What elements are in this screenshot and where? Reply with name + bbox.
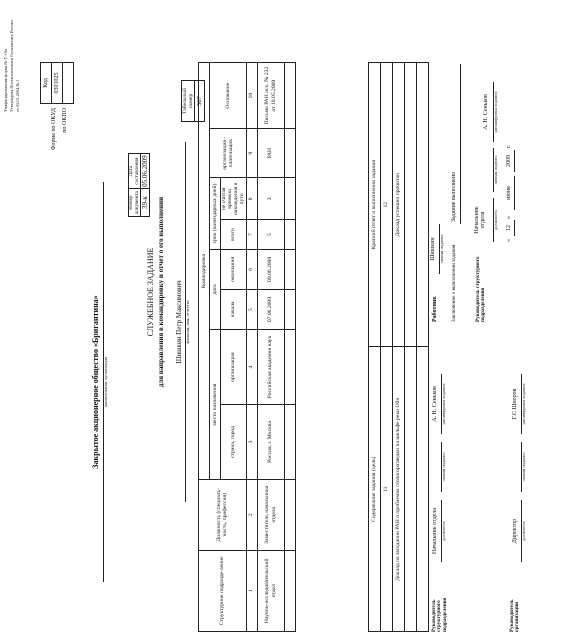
empty-cell [284,479,295,550]
code-box [40,62,74,104]
caption-signature: личная подпись [441,452,446,482]
row-position: Заместитель начальника отдела [257,479,284,550]
doc-number: 39-к [141,189,150,217]
col-position-header: Должность (специаль-ность, профессия) [199,479,247,550]
conclusion-text: Задание выполнено [451,171,457,222]
conclusion-label: Заключение о выполнении задания [451,244,457,322]
unified-form-line2: Утверждена Постановлением Госкомстата России [9,20,14,112]
empty-cell [417,63,429,347]
row-org: Российская академия наук [257,330,284,405]
dept-head2-label: Руководитель структурного подразделения [475,256,487,322]
document-title: СЛУЖЕБНОЕ ЗАДАНИЕ [146,247,155,337]
empty-cell [405,63,417,347]
employee-name: Шишкин Петр Максимович [175,280,183,364]
empty-cell [284,63,295,129]
task-report-text: Доклад успешно прочитан [393,63,405,347]
task-report-header: Краткий отчет о выполнении задания [369,63,381,347]
col-start-header: начала [221,289,247,329]
row-basis: Письмо РАН исх. № 232 от 18.05.2009 [257,63,284,129]
doc-date-header: Дата составления [129,154,141,189]
col-dept-header: Структурное подразде-ление [199,550,247,631]
dept-head2-position: Начальник отдела [474,206,487,234]
empty-cell [284,249,295,289]
caption-position: должность [493,210,498,230]
date-open-quote: « [506,239,512,242]
empty-cell [284,405,295,480]
code-label: Код [41,63,52,104]
document-subtitle: для направления в командировку и отчет о его выполнении [157,196,165,388]
caption-signature: личная подпись [521,452,526,482]
worker-signature: Шишкин [430,237,436,261]
worker-label: Работник [432,296,438,322]
task-content-number: 11 [381,347,393,632]
row-dept: Научно-исследовательский отдел [257,550,284,631]
col-date-header: дата [210,249,221,329]
dept-head-name: А. Н. Сеньков [432,386,438,422]
empty-cell [284,129,295,178]
okud-value: 0301025 [52,63,63,104]
row-payer: РАН [257,129,284,178]
task-report-table [368,62,429,632]
row-country-city: Россия, г. Москва [257,405,284,480]
col-number: 7 [246,220,257,249]
col-number: 6 [246,249,257,289]
task-content-text: Доклад на заседании РАН о проблемах геологоразведки на шельфе реки Оби [393,347,405,632]
col-number: 4 [246,330,257,405]
col-number: 8 [246,178,257,220]
okud-label: Форма по ОКУД [51,108,57,151]
empty-cell [284,550,295,631]
date-year: 2009 [506,155,512,167]
col-trip-header: Командировка [199,63,210,480]
caption-decoding: расшифровка подписи [521,383,526,425]
caption-signature: личная подпись [493,155,498,185]
col-payer-header: организация - плательщик [210,129,247,178]
assignment-table [198,62,296,632]
dept-head-label: Руководитель структурного подразделения [431,597,448,632]
date-year-line [514,150,515,172]
tab-number-header: Табельный номер [182,81,195,122]
dept-head2-name: А. Н. Сеньков [483,94,489,130]
col-number: 10 [246,63,257,129]
date-year-suffix: г. [506,144,512,148]
org-head-position: Директор [512,518,518,544]
empty-cell [417,347,429,632]
date-day-line [514,220,515,236]
org-head-name: Г.С Шпоров [512,388,518,420]
date-day: 12 [506,225,512,231]
col-term-header: срок (календарных дней) [210,178,221,250]
organization-caption: наименование организации [103,356,108,408]
col-total-header: всего [221,220,247,249]
task-report-number: 12 [381,63,393,347]
row-end: 09.06.2009 [257,249,284,289]
unified-form-line3: от 05.01.2004 № 1 [15,79,20,112]
okpo-label: по ОКПО [62,108,68,133]
doc-date: 05.06.2009 [140,155,149,187]
caption-position: должность [441,521,446,541]
col-end-header: окончания [221,249,247,289]
org-head-label: Руководитель организации [509,599,521,632]
col-basis-header: Основание [210,63,247,129]
col-org-header: организация [221,330,247,405]
tab-number: 567 [195,81,205,122]
date-month: июня [506,186,512,200]
okpo-value [63,63,74,104]
row-not-counting: 3 [257,178,284,220]
caption-decoding: расшифровка подписи [441,383,446,425]
empty-cell [284,289,295,329]
col-not-counting-header: не считая времени нахождения в пути [221,178,247,220]
col-number: 3 [246,405,257,480]
row-start: 07.06.2009 [257,289,284,329]
caption-signature: личная подпись [439,234,444,264]
doc-number-header: Номер документа [129,189,141,217]
date-month-line [514,176,515,210]
caption-decoding: расшифровка подписи [493,91,498,133]
date-close-quote: » [506,216,512,219]
caption-position: должность [521,521,526,541]
col-number: 2 [246,479,257,550]
empty-cell [284,178,295,220]
empty-cell [405,347,417,632]
conclusion-line [460,64,461,224]
empty-cell [284,220,295,249]
dept-head-position: Начальник отдела [432,508,438,554]
task-content-header: Содержание задания (цель) [369,347,381,632]
row-total: 5 [257,220,284,249]
organization-name: Закрытое акционерное общество «Бригантина» [91,295,100,469]
empty-cell [284,330,295,405]
unified-form-line1: Унифицированная форма № Т-10а [3,49,8,112]
employee-name-caption: фамилия, имя, отчество [185,300,190,344]
col-number: 5 [246,289,257,329]
col-country-city-header: страна, город [221,405,247,480]
col-number: 1 [246,550,257,631]
col-number: 9 [246,129,257,178]
col-destination-header: место назначения [210,330,221,480]
